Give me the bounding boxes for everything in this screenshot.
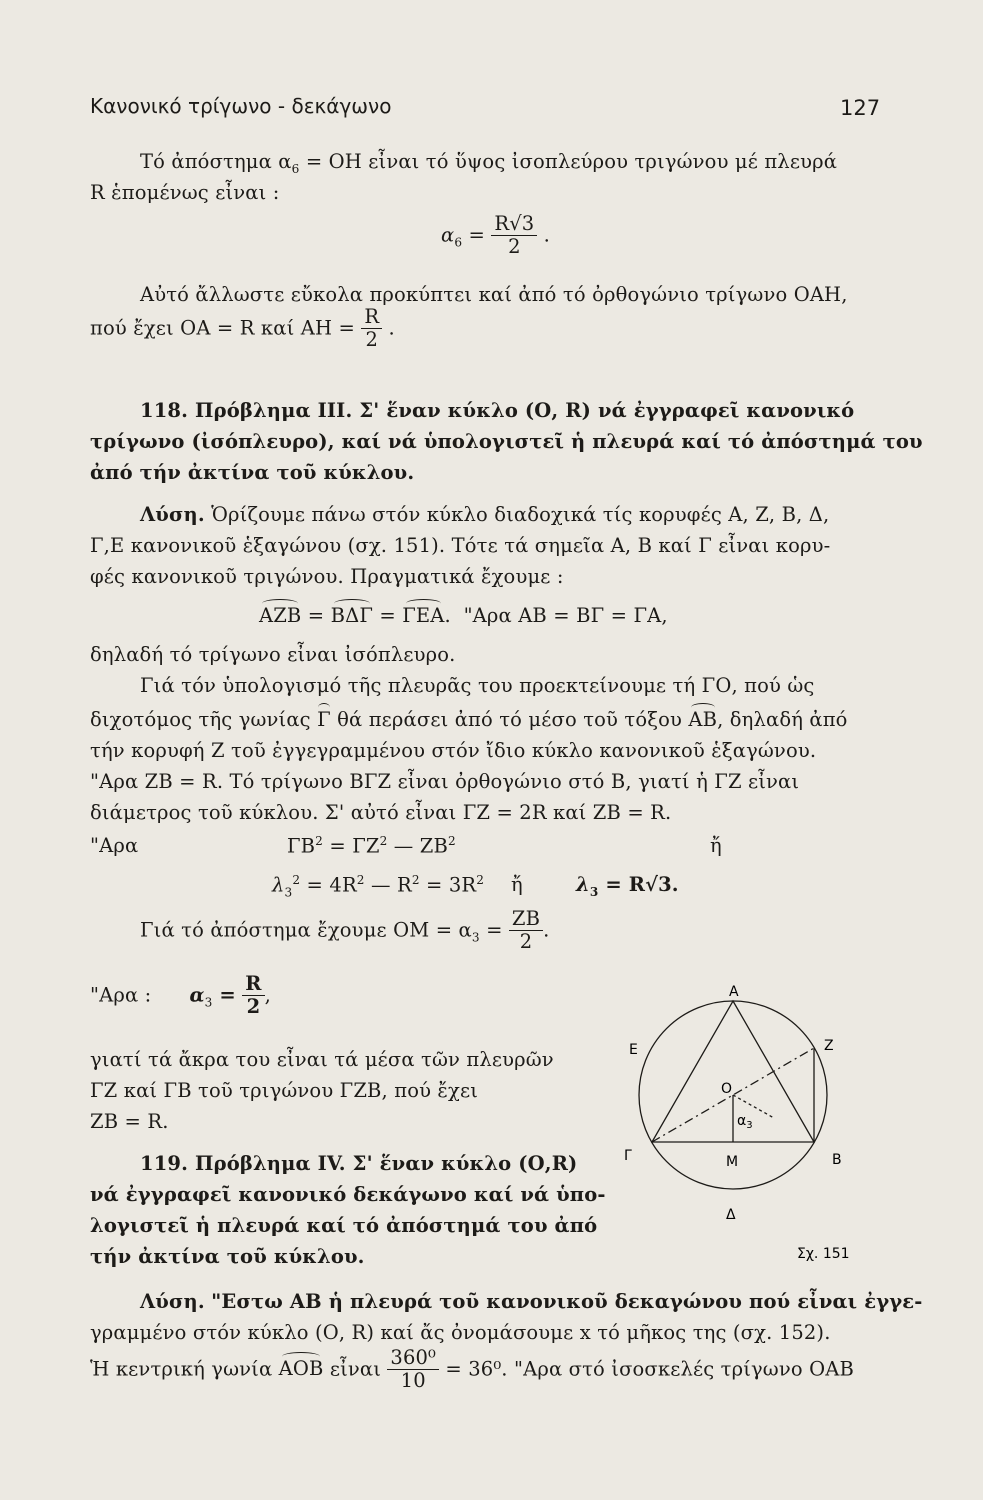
formula-a6: $\alpha_6$ = $\frac{R√3}{2}$ . <box>441 212 551 259</box>
apothem-result: "Αρα : $\alpha_3$ = $\frac{R}{2}$ , <box>90 972 271 1019</box>
or-2: ἤ <box>511 873 523 896</box>
equation-lambda-squared: $\lambda_3^2 = 4R^2$ — $R^2 = 3R^2$ <box>272 873 485 900</box>
page-number: 127 <box>840 96 881 120</box>
running-title: Κανονικό τρίγωνο - δεκάγωνο <box>90 94 392 118</box>
equation-lambda-3: $\lambda_3 = R√3$. <box>576 873 679 899</box>
label-Z: Ζ <box>824 1038 834 1054</box>
label-A: Α <box>729 984 739 1000</box>
solution-118-line-2: Γ,Ε κανονικοῦ ἑξαγώνου (σχ. 151). Τότε τά σημεῖα Α, Β καί Γ εἶναι κορυ- <box>90 534 831 557</box>
equation-pythagoras: $\Gamma B^2 = \Gamma Z^2$ — $ZB^2$ <box>287 834 456 858</box>
problem-118-line-3: ἀπό τήν ἀκτίνα τοῦ κύκλου. <box>90 461 415 484</box>
reason-line-3: ΖΒ = R. <box>90 1110 169 1133</box>
problem-119-line-3: λογιστεῖ ἡ πλευρά καί τό ἀπόστημά του ἀπό <box>90 1214 598 1237</box>
label-E: Ε <box>629 1042 638 1058</box>
reason-line-1: γιατί τά ἄκρα του εἶναι τά μέσα τῶν πλευρῶν <box>90 1048 554 1071</box>
reason-line-2: ΓΖ καί ΓΒ τοῦ τριγώνου ΓΖΒ, πού ἔχει <box>90 1079 479 1102</box>
side-calc-line-3: τήν κορυφή Ζ τοῦ ἐγγεγραμμένου στόν ἴδιο κύκλο κανονικοῦ ἑξαγώνου. <box>90 739 817 762</box>
figure-151 <box>600 982 870 1272</box>
solution-118-line-3: φές κανονικοῦ τριγώνου. Πραγματικά ἔχουμε : <box>90 565 564 588</box>
ara-label: "Αρα <box>90 834 139 857</box>
side-calc-line-1: Γιά τόν ὑπολογισμό τῆς πλευρᾶς του προεκτείνουμε τή ΓΟ, πού ὡς <box>140 674 815 697</box>
label-O: Ο <box>721 1081 733 1097</box>
arc-equality: ΑΖΒ = ΒΔΓ = ΓΕΑ. "Αρα ΑΒ = ΒΓ = ΓΑ, <box>259 604 668 627</box>
apothem-equation: Γιά τό ἀπόστημα ἔχουμε $OM = \alpha_3$ = $\frac{ZB}{2}$ . <box>140 907 550 954</box>
solution-119-line-2: γραμμένο στόν κύκλο (Ο, R) καί ἄς ὀνομάσουμε x τό μῆκος της (σχ. 152). <box>90 1321 831 1344</box>
apothem-intro-line-1: Τό ἀπόστημα $\alpha_6 = OH$ εἶναι τό ὕψος ἰσοπλεύρου τριγώνου μέ πλευρά <box>140 150 838 176</box>
derivation-line-2: πού ἔχει ΟΑ = R καί ΑΗ = $\frac{R}{2}$ . <box>90 305 395 352</box>
label-M: Μ <box>726 1154 739 1170</box>
label-D: Δ <box>726 1207 736 1223</box>
problem-119-line-1: 119. Πρόβλημα ΙV. Σ' ἕναν κύκλο (Ο,R) <box>140 1152 578 1175</box>
solution-118-line-4: δηλαδή τό τρίγωνο εἶναι ἰσόπλευρο. <box>90 643 456 666</box>
solution-119-line-3: Ἡ κεντρική γωνία ΑΟΒ εἶναι $\frac{\text{360⁰}}{10}$ = 36⁰. "Αρα στό ἰσοσκελές τρίγωνο ΟΑΒ <box>90 1346 854 1393</box>
side-calc-line-5: διάμετρος τοῦ κύκλου. Σ' αὐτό εἶναι ΓΖ = 2R καί ΖΒ = R. <box>90 801 672 824</box>
solution-118-line-1: Λύση. Ὁρίζουμε πάνω στόν κύκλο διαδοχικά τίς κορυφές Α, Ζ, Β, Δ, <box>140 503 830 526</box>
problem-119-line-2: νά ἐγγραφεῖ κανονικό δεκάγωνο καί νά ὑπο- <box>90 1183 606 1206</box>
side-calc-line-2: διχοτόμος τῆς γωνίας Γ θά περάσει ἀπό τό μέσο τοῦ τόξου ΑΒ, δηλαδή ἀπό <box>90 708 848 731</box>
label-B: Β <box>832 1152 842 1168</box>
derivation-line-1: Αὐτό ἄλλωστε εὔκολα προκύπτει καί ἀπό τό ὀρθογώνιο τρίγωνο ΟΑΗ, <box>140 283 848 306</box>
figure-caption: Σχ. 151 <box>797 1246 850 1262</box>
or-1: ἤ <box>710 834 722 857</box>
label-G: Γ <box>624 1148 632 1164</box>
apothem-intro-line-2: R ἑπομένως εἶναι : <box>90 181 280 204</box>
solution-119-line-1: Λύση. "Εστω ΑΒ ἡ πλευρά τοῦ κανονικοῦ δεκαγώνου πού εἶναι ἐγγε- <box>140 1290 923 1313</box>
problem-118-line-1: 118. Πρόβλημα ΙΙΙ. Σ' ἕναν κύκλο (Ο, R) νά ἐγγραφεῖ κανονικό <box>140 399 855 422</box>
problem-119-line-4: τήν ἀκτίνα τοῦ κύκλου. <box>90 1245 365 1268</box>
problem-118-line-2: τρίγωνο (ἰσόπλευρο), καί νά ὑπολογιστεῖ ἡ πλευρά καί τό ἀπόστημά του <box>90 430 923 453</box>
side-calc-line-4: "Αρα ΖΒ = R. Τό τρίγωνο ΒΓΖ εἶναι ὀρθογώνιο στό Β, γιατί ἡ ΓΖ εἶναι <box>90 770 800 793</box>
label-a3: $\alpha_3$ <box>737 1113 753 1131</box>
